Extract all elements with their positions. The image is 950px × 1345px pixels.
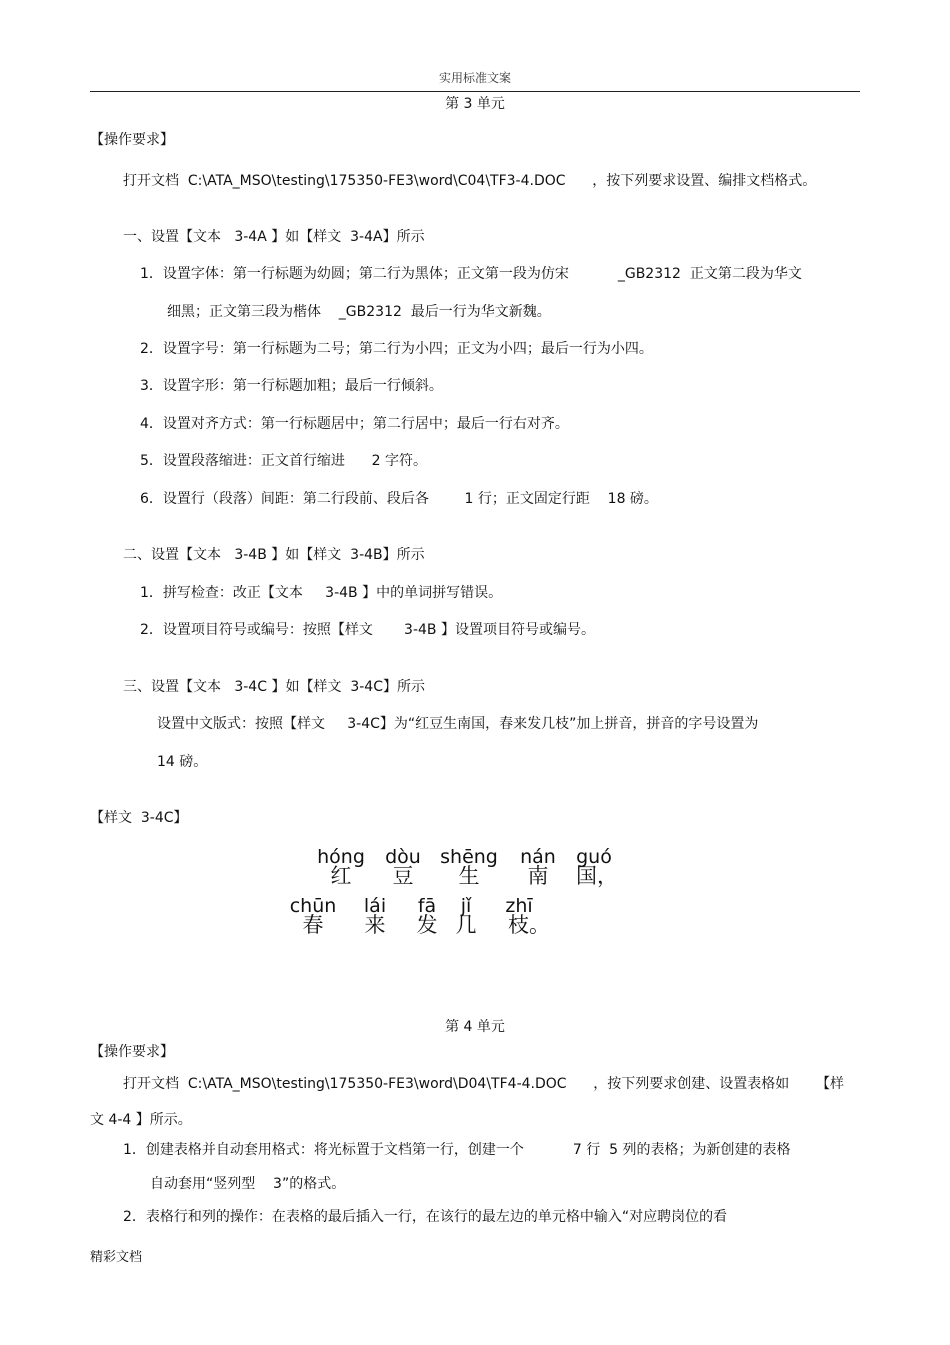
unit3-intro: 打开文档 C:\ATA_MSO\testing\175350-FE3\word\C04\TF3-4.DOC ，按下列要求设置、编排文档格式。	[123, 173, 817, 189]
section-a-item-2: 2．设置字号：第一行标题为二号；第二行为小四；正文为小四；最后一行为小四。	[140, 341, 653, 357]
hanzi-nan: 南	[527, 864, 549, 888]
section-a-heading: 一、设置【文本 3-4A 】如【样文 3-4A】所示	[123, 229, 425, 245]
unit4-intro-line-2: 文 4-4 】所示。	[90, 1112, 192, 1128]
hanzi-zhi: 枝。	[508, 913, 550, 937]
unit4-title: 第 4 单元	[445, 1019, 505, 1035]
unit3-requirements-heading: 【操作要求】	[90, 132, 174, 148]
hanzi-ji: 几	[455, 913, 477, 937]
unit4-requirements-heading: 【操作要求】	[90, 1044, 174, 1060]
section-a-item-6: 6．设置行（段落）间距：第二行段前、段后各 1 行；正文固定行距 18 磅。	[140, 491, 658, 507]
unit4-item-1-cont: 自动套用“竖列型 3”的格式。	[150, 1176, 346, 1192]
pinyin-fa: fā	[417, 895, 437, 917]
section-a-item-1-cont: 细黑；正文第三段为楷体 _GB2312 最后一行为华文新魏。	[167, 304, 551, 320]
unit4-item-2: 2．表格行和列的操作：在表格的最后插入一行，在该行的最左边的单元格中输入“对应聘岗位的看	[123, 1209, 728, 1225]
unit4-intro-line-1: 打开文档 C:\ATA_MSO\testing\175350-FE3\word\D04\TF4-4.DOC ，按下列要求创建、设置表格如 【样	[123, 1076, 844, 1092]
hanzi-chun: 春	[302, 913, 324, 937]
pinyin-dou: dòu	[385, 846, 421, 868]
hanzi-fa: 发	[416, 913, 438, 937]
pinyin-lai: lái	[363, 895, 387, 917]
hanzi-sheng: 生	[458, 864, 480, 888]
pinyin-chun: chūn	[289, 895, 337, 917]
sample-label: 【样文 3-4C】	[90, 810, 188, 826]
pinyin-sheng: shēng	[440, 846, 498, 868]
section-a-item-1: 1．设置字体：第一行标题为幼圆；第二行为黑体；正文第一段为仿宋 _GB2312 正文第二段为华文	[140, 266, 802, 282]
section-c-heading: 三、设置【文本 3-4C 】如【样文 3-4C】所示	[123, 679, 425, 695]
header-rule	[90, 91, 860, 92]
hanzi-dou: 豆	[392, 864, 414, 888]
unit4-item-1: 1．创建表格并自动套用格式：将光标置于文档第一行，创建一个 7 行 5 列的表格；为新创建的表格	[123, 1142, 791, 1158]
section-b-item-1: 1．拼写检查：改正【文本 3-4B 】中的单词拼写错误。	[140, 585, 503, 601]
section-c-line-1: 设置中文版式：按照【样文 3-4C】为“红豆生南国，春来发几枝”加上拼音，拼音的字号设置为	[157, 716, 759, 732]
section-b-item-2: 2．设置项目符号或编号：按照【样文 3-4B 】设置项目符号或编号。	[140, 622, 595, 638]
section-c-line-2: 14 磅。	[157, 754, 208, 770]
unit3-title: 第 3 单元	[445, 96, 505, 112]
page-footer: 精彩文档	[90, 1250, 143, 1265]
pinyin-zhi: zhī	[505, 895, 533, 917]
pinyin-hong: hóng	[317, 846, 365, 868]
section-b-heading: 二、设置【文本 3-4B 】如【样文 3-4B】所示	[123, 547, 425, 563]
section-a-item-5: 5．设置段落缩进：正文首行缩进 2 字符。	[140, 453, 427, 469]
pinyin-ji: jǐ	[460, 895, 472, 917]
section-a-item-3: 3．设置字形：第一行标题加粗；最后一行倾斜。	[140, 378, 443, 394]
page-header: 实用标准文案	[438, 71, 511, 85]
hanzi-lai: 来	[364, 913, 386, 937]
section-a-item-4: 4．设置对齐方式：第一行标题居中；第二行居中；最后一行右对齐。	[140, 416, 569, 432]
pinyin-nan: nán	[520, 846, 556, 868]
hanzi-guo: 国，	[576, 864, 618, 888]
pinyin-guo: guó	[576, 846, 612, 868]
hanzi-hong: 红	[330, 864, 352, 888]
